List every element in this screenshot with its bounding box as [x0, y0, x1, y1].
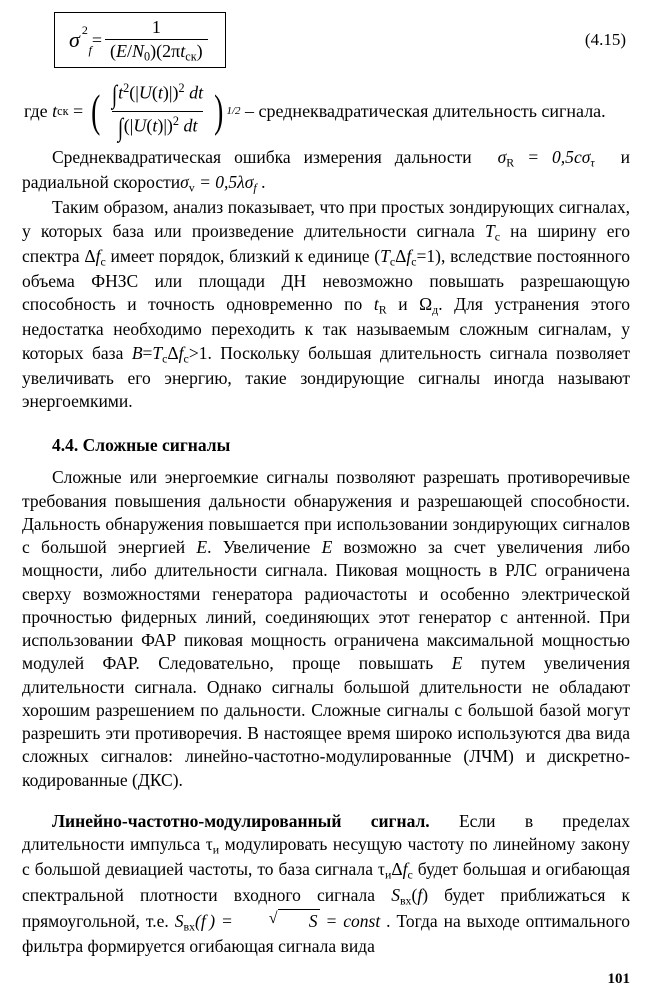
page-number: 101 — [607, 971, 630, 987]
where-equals: = — [68, 100, 88, 121]
lfm-lead-in: Линейно-частотно-модулированный сигнал. — [52, 810, 430, 831]
equation-4-15-box — [54, 12, 226, 68]
where-frac-num: $\int t^2(|U(t)|)^2$ dt — [111, 79, 204, 109]
paragraph-complex-signals: Сложные или энергоемкие сигналы позволяют разрешать противоречивые требования повышения дальности обнаружения и разрешающей способности. Дальность обнаружения повышается при использовании зондирующих сигналов с большой энергией E. Увеличение E возможно за счет увеличения либо мощности, либо длительности сигнала. Пиковая мощность в РЛС ограничена сверху возможностями генератора радиочастоты и особенно электрической прочностью фидерных линий, соединяющих этот генератор с антенной. При использовании ФАР пиковая мощность ограничена максимальной мощностью модулей ФАР. Следовательно, проще повышать E путем увеличения длительности сигнала. Однако сигналы большой длительности не обладают хорошим разрешением по дальности. Сложные сигналы с большой базой могут разрешить эти противоречия. В настоящее время широко используются два вида сложных сигналов: линейно-частотно-модулированные (ЛЧМ) и дискретно-кодированные (ДКС). — [22, 467, 631, 790]
where-exponent: 1/2 — [226, 105, 241, 117]
paragraph-rms-error: Среднеквадратическая ошибка измерения дальности $\sigma_R = 0,5c\sigma_\tau$ и радиальной скоростиσv = $0,5\lambda\sigma_f$ . — [22, 147, 630, 195]
page-content — [22, 10, 630, 958]
where-definition-line — [22, 76, 630, 146]
where-frac-den: $\int(|U(t)|)^2$ dt — [112, 111, 203, 143]
equals-sign: = — [91, 29, 103, 50]
paragraph-lfm-signal: Линейно-частотно-модулированный сигнал. Если в пределах длительности импульса τи модулировать несущую частоту по линейному закону с большой девиацией частоты, то база сигнала τиΔfс будет большая и огибающая спектральной плотности входного сигнала Sвх(f) будет приближаться к прямоугольной, т.е. Sвх(f ) = √ S = const . Тогда на выходе оптимального фильтра формируется огибающая сигнала вида — [22, 810, 630, 958]
where-fraction — [106, 80, 208, 143]
where-bracket-group — [88, 80, 241, 143]
paragraph-analysis: Таким образом, анализ показывает, что при простых зондирующих сигналах, у которых база или произведение длительности сигнала Tс на ширину его спектра Δfс имеет порядок, близкий к единице (TсΔfс=1), вследствие постоянного объема ФНЗС или площади ДН невозможно повышать разрешающую способность и точность одновременно по $t_R$ и Ωд. Для устранения этого недостатка необходимо переходить к так называемым сложным сигналам, у которых база B=TсΔfс>1. Поскольку большая длительность сигнала позволяет увеличивать его энергию, такие зондирующие сигналы иногда называют энергоемкими. — [22, 197, 631, 411]
where-suffix: – среднеквадратическая длительность сигнала. — [240, 100, 606, 121]
sigma-R-expression: $\sigma_R = 0,5c\sigma_\tau$ — [497, 147, 595, 170]
left-paren: ( — [90, 84, 100, 136]
sigma-v-expression: $\sigma v = 0,5\lambda\sigma_f$ — [180, 172, 257, 195]
fraction-denominator: $(E/N_0)(2\pi tск)$ — [105, 39, 208, 63]
s-vkh-formula: Sвх(f ) = √ S = const — [175, 911, 381, 931]
where-prefix: где — [24, 100, 53, 121]
equation-lhs: σ 2 f — [69, 23, 92, 58]
equation-number: (4.15) — [584, 30, 626, 49]
equation-fraction — [105, 17, 208, 63]
section-heading: 4.4. Сложные сигналы — [52, 435, 231, 456]
where-variable: t — [52, 100, 58, 121]
fraction-numerator: 1 — [151, 17, 161, 37]
where-variable-sub: ск — [57, 103, 69, 118]
right-paren: ) — [214, 84, 224, 136]
equation-4-15-block — [22, 12, 630, 70]
